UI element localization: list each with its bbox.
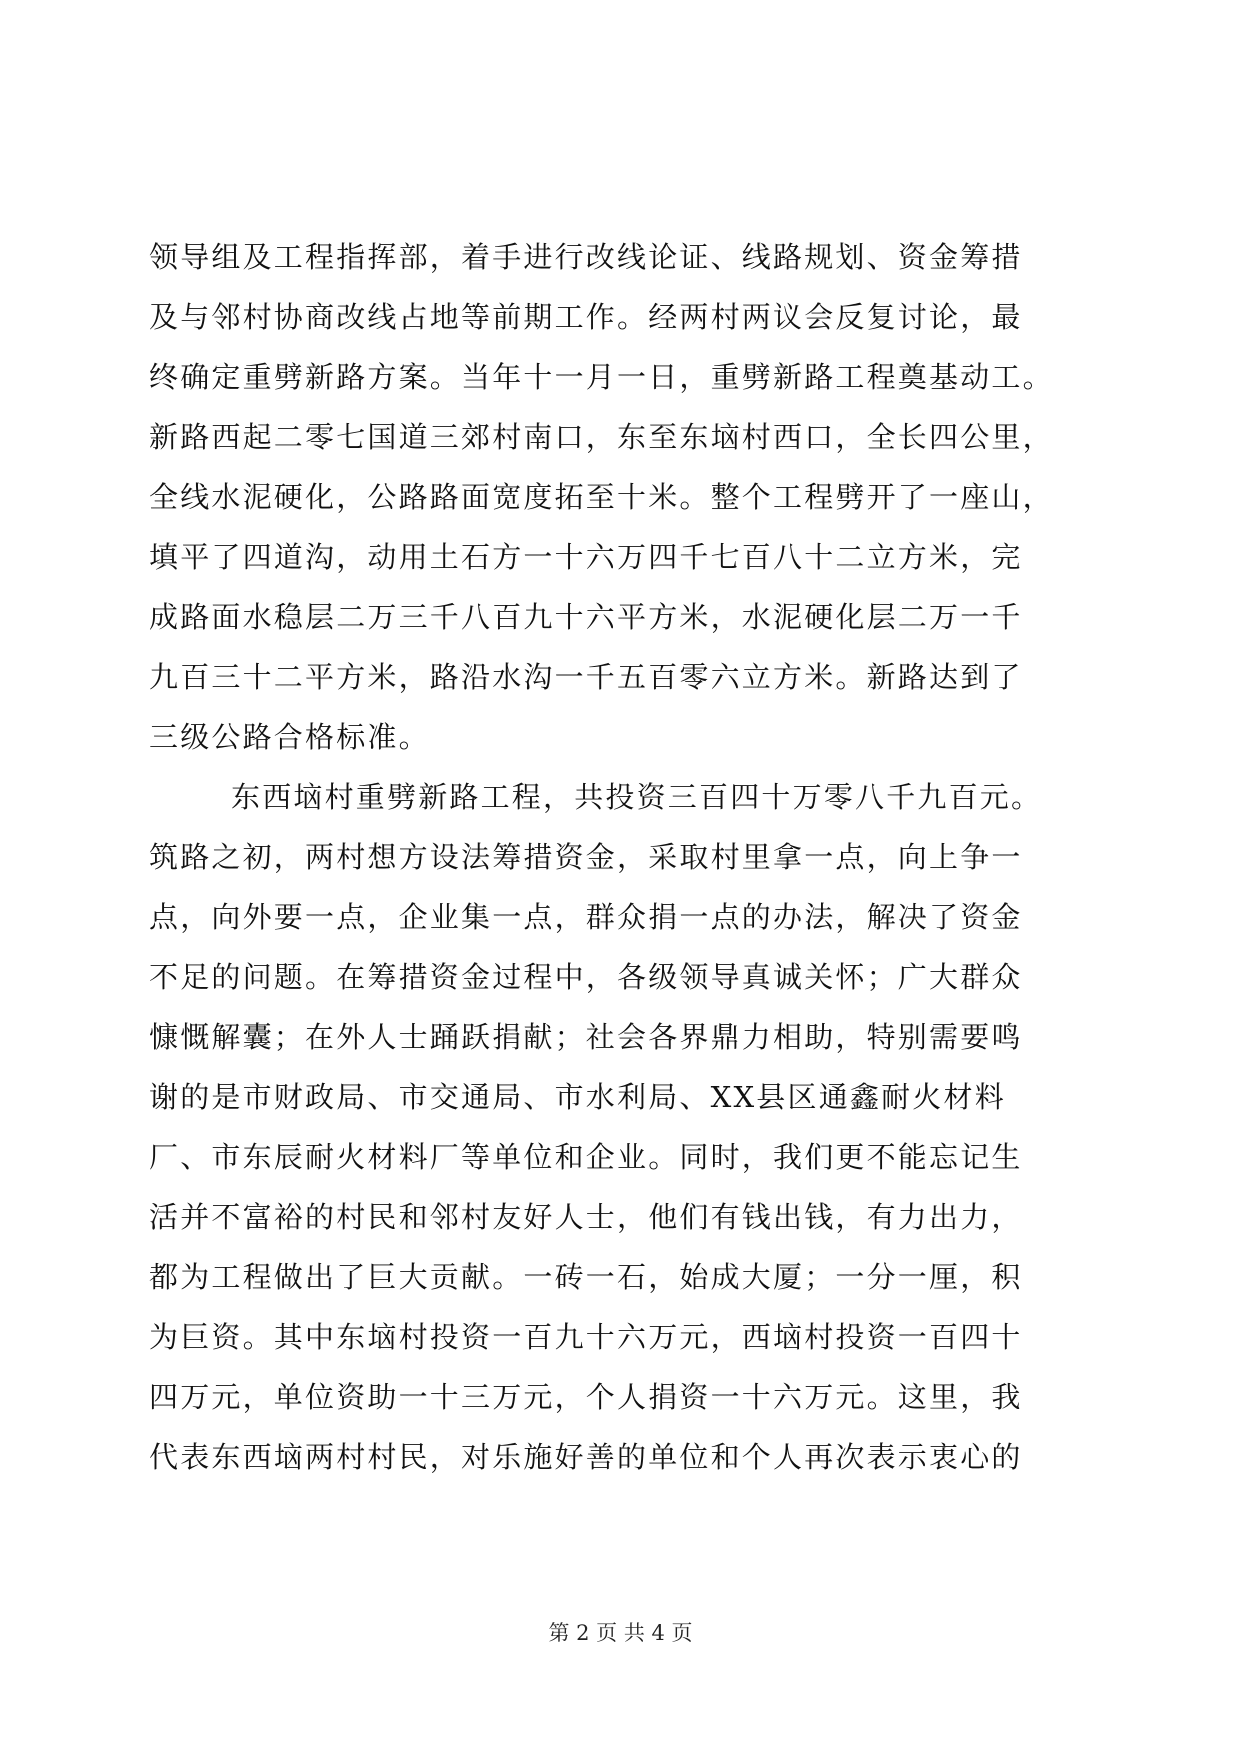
text-line: 代表东西垴两村村民，对乐施好善的单位和个人再次表示衷心的 xyxy=(149,1440,1023,1474)
text-line: 九百三十二平方米，路沿水沟一千五百零六立方米。新路达到了 xyxy=(149,660,1023,694)
text-line: 及与邻村协商改线占地等前期工作。经两村两议会反复讨论，最 xyxy=(149,300,1023,334)
text-line: 领导组及工程指挥部，着手进行改线论证、线路规划、资金筹措 xyxy=(149,240,1023,274)
text-line: 活并不富裕的村民和邻村友好人士，他们有钱出钱，有力出力， xyxy=(149,1200,1023,1234)
text-line: 全线水泥硬化，公路路面宽度拓至十米。整个工程劈开了一座山， xyxy=(149,480,1054,514)
text-line: 慷慨解囊；在外人士踊跃捐献；社会各界鼎力相助，特别需要鸣 xyxy=(149,1020,1023,1054)
text-line: 四万元，单位资助一十三万元，个人捐资一十六万元。这里，我 xyxy=(149,1380,1023,1414)
text-line: 厂、市东辰耐火材料厂等单位和企业。同时，我们更不能忘记生 xyxy=(149,1140,1023,1174)
text-line: 三级公路合格标准。 xyxy=(149,720,430,754)
document-body xyxy=(149,227,1089,1487)
text-line: 不足的问题。在筹措资金过程中，各级领导真诚关怀；广大群众 xyxy=(149,960,1023,994)
text-line: 为巨资。其中东垴村投资一百九十六万元，西垴村投资一百四十 xyxy=(149,1320,1023,1354)
text-line: 填平了四道沟，动用土石方一十六万四千七百八十二立方米，完 xyxy=(149,540,1023,574)
text-line: 新路西起二零七国道三郊村南口，东至东垴村西口，全长四公里， xyxy=(149,420,1054,454)
text-line: 谢的是市财政局、市交通局、市水利局、XX县区通鑫耐火材料 xyxy=(149,1080,1006,1114)
paragraph-first-line: 东西垴村重劈新路工程，共投资三百四十万零八千九百元。 xyxy=(231,780,1043,814)
text-line: 终确定重劈新路方案。当年十一月一日，重劈新路工程奠基动工。 xyxy=(149,360,1054,394)
text-line: 筑路之初，两村想方设法筹措资金，采取村里拿一点，向上争一 xyxy=(149,840,1023,874)
text-line: 成路面水稳层二万三千八百九十六平方米，水泥硬化层二万一千 xyxy=(149,600,1023,634)
text-line: 都为工程做出了巨大贡献。一砖一石，始成大厦；一分一厘，积 xyxy=(149,1260,1023,1294)
page-number-footer: 第 2 页 共 4 页 xyxy=(548,1621,693,1645)
text-line: 点，向外要一点，企业集一点，群众捐一点的办法，解决了资金 xyxy=(149,900,1023,934)
